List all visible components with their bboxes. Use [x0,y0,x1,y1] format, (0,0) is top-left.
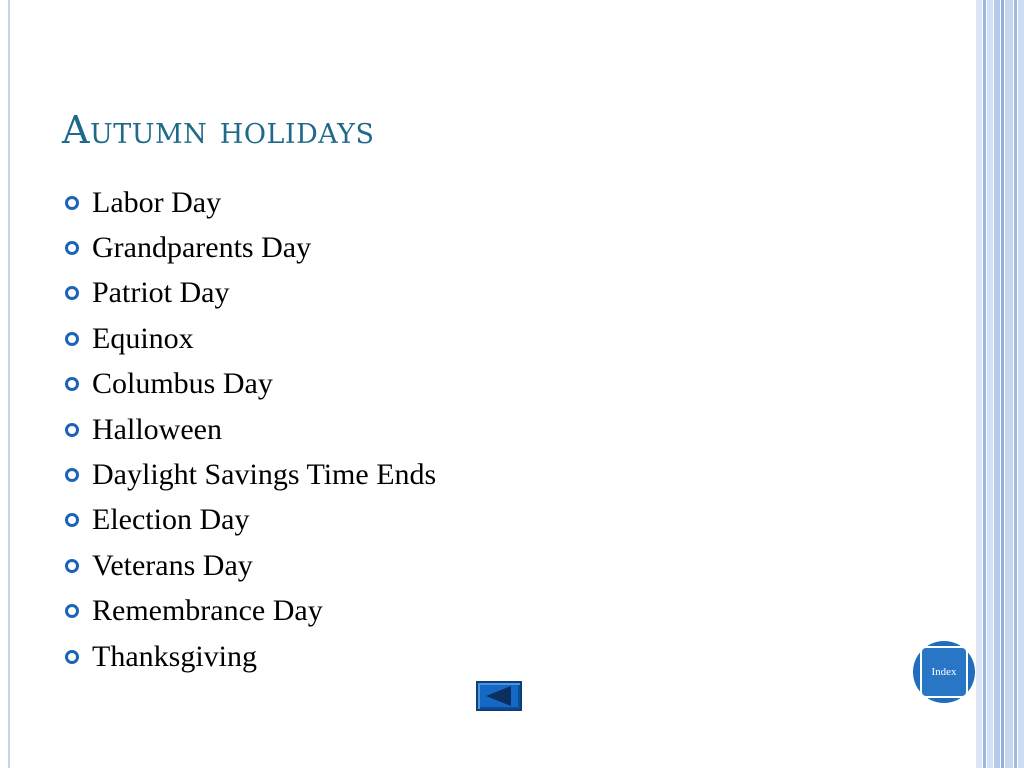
list-item-text: Remembrance Day [92,594,323,628]
list-item [62,180,436,225]
bullet-icon [65,513,79,527]
list-item [62,452,436,497]
left-border-line [8,0,10,768]
right-decorative-stripes [976,0,1024,768]
list-item [62,543,436,588]
list-item-text: Election Day [92,503,250,537]
list-item-text: Daylight Savings Time Ends [92,458,437,492]
list-item [62,316,436,361]
bullet-icon [65,650,79,664]
left-arrow-icon [478,683,520,709]
list-item-text: Grandparents Day [92,231,312,265]
list-item [62,225,436,270]
list-item-text: Patriot Day [92,276,230,310]
bullet-icon [65,377,79,391]
bullet-icon [65,196,79,210]
bullet-icon [65,423,79,437]
bullet-icon [65,241,79,255]
list-item [62,407,436,452]
back-button[interactable] [476,681,522,711]
list-item [62,362,436,407]
list-item [62,634,436,679]
list-item-text: Halloween [92,412,222,446]
holiday-list [62,180,436,679]
index-button-label: Index [931,666,957,678]
list-item [62,271,436,316]
index-button-inner [920,646,968,698]
slide-title: Autumn holidays [62,108,375,152]
bullet-icon [65,468,79,482]
index-button[interactable] [913,641,975,703]
list-item [62,589,436,634]
list-item-text: Equinox [92,321,194,355]
bullet-icon [65,332,79,346]
bullet-icon [65,604,79,618]
list-item-text: Thanksgiving [92,639,257,673]
list-item-text: Columbus Day [92,367,273,401]
bullet-icon [65,286,79,300]
list-item-text: Labor Day [92,185,222,219]
bullet-icon [65,559,79,573]
list-item [62,498,436,543]
list-item-text: Veterans Day [92,548,253,582]
